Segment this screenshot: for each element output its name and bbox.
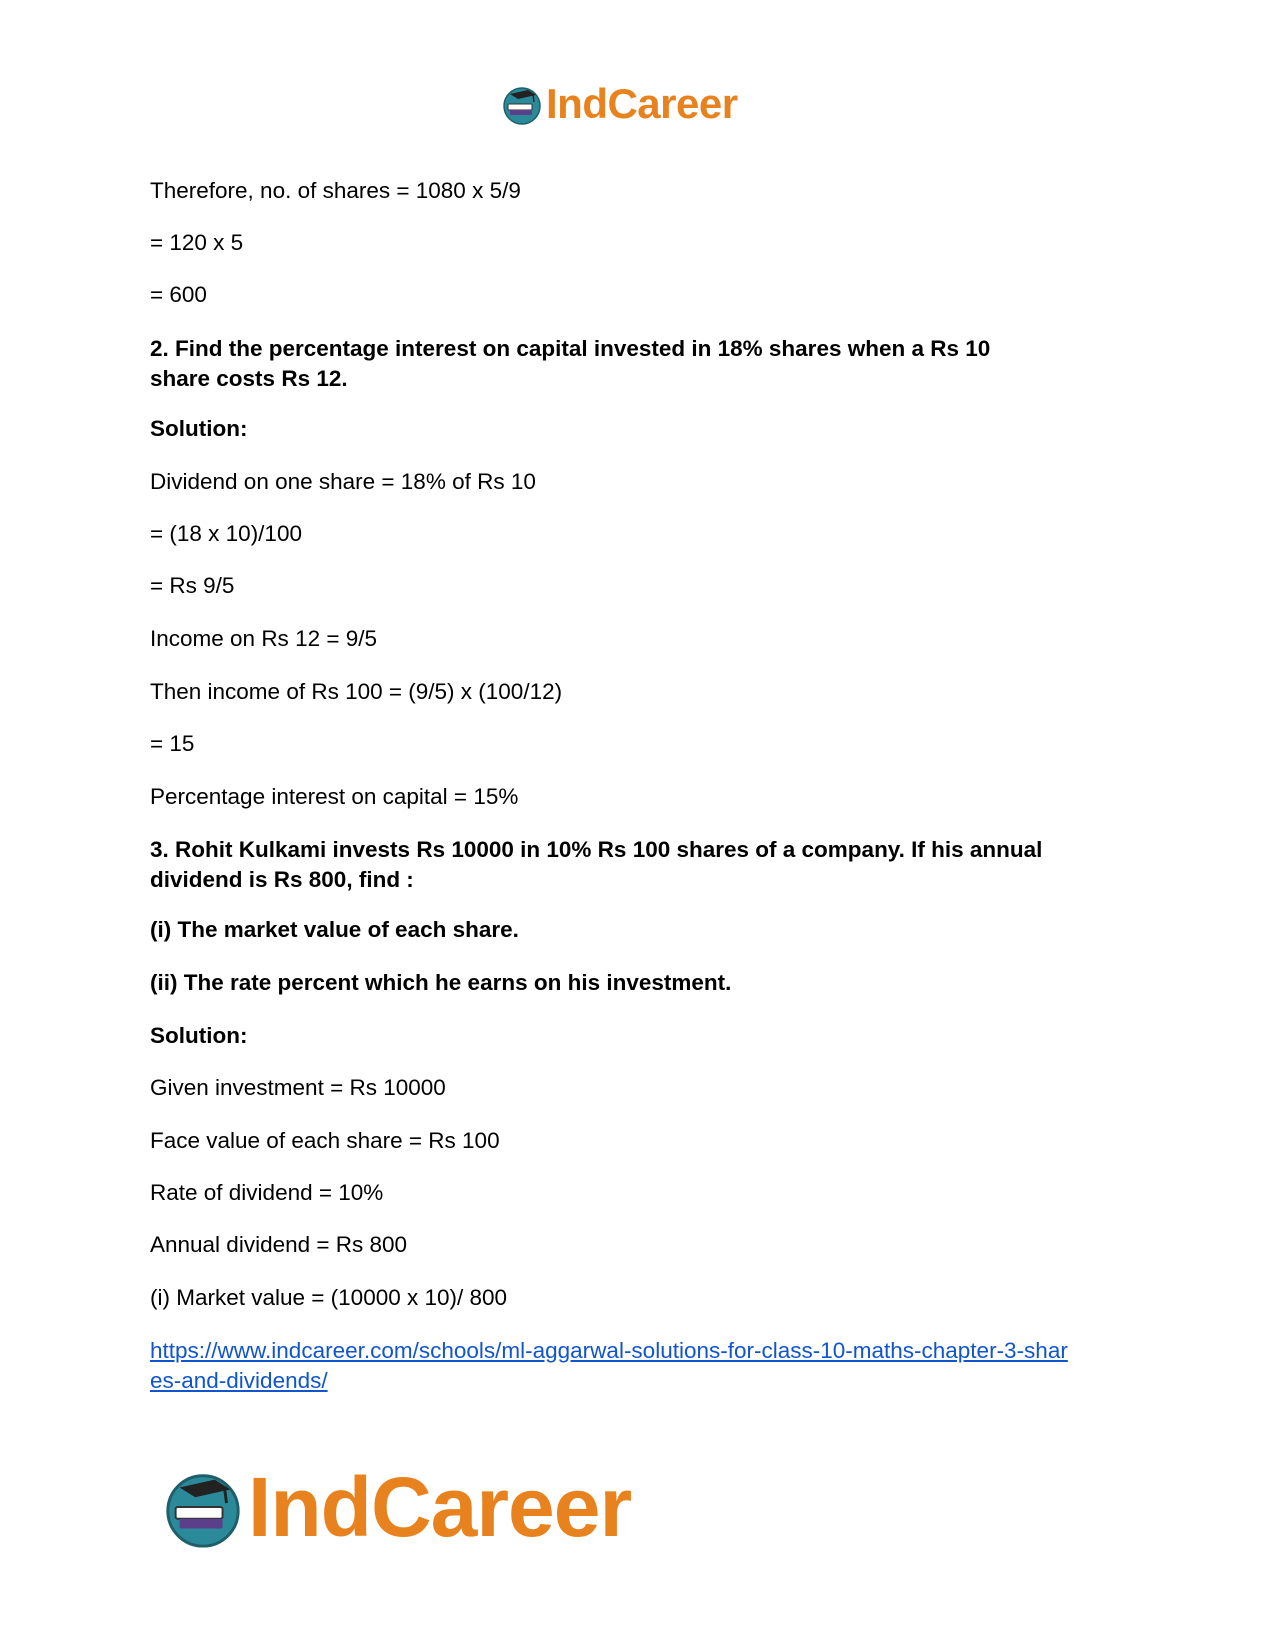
question-text: Solution:	[150, 416, 248, 441]
question-text: 2. Find the percentage interest on capital invested in 18% shares when a Rs 10 share costs Rs 12.	[150, 336, 991, 391]
solution-line: = 600	[150, 282, 207, 307]
solution-line: = (18 x 10)/100	[150, 521, 302, 546]
header-logo	[500, 80, 738, 128]
solution-line: = 15	[150, 731, 195, 756]
solution-line: Face value of each share = Rs 100	[150, 1128, 500, 1153]
solution-line: Dividend on one share = 18% of Rs 10	[150, 469, 536, 494]
source-link[interactable]: https://www.indcareer.com/schools/ml-aggarwal-solutions-for-class-10-maths-chapter-3-shares-and-dividends/	[150, 1338, 1068, 1393]
solution-line: (i) Market value = (10000 x 10)/ 800	[150, 1285, 508, 1310]
question-text: 3. Rohit Kulkami invests Rs 10000 in 10% Rs 100 shares of a company. If his annual dividend is Rs 800, find :	[150, 837, 1043, 892]
question-text: (ii) The rate percent which he earns on his investment.	[150, 970, 732, 995]
brand-wordmark: IndCareer	[248, 1460, 632, 1554]
solution-line: Therefore, no. of shares = 1080 x 5/9	[150, 178, 521, 203]
solution-line: Given investment = Rs 10000	[150, 1075, 446, 1100]
solution-line: Income on Rs 12 = 9/5	[150, 626, 378, 651]
question-text: Solution:	[150, 1023, 248, 1048]
solution-line: = Rs 9/5	[150, 573, 235, 598]
solution-line: = 120 x 5	[150, 230, 244, 255]
solution-line: Percentage interest on capital = 15%	[150, 784, 519, 809]
indcareer-globe-icon	[500, 82, 544, 126]
solution-line: Then income of Rs 100 = (9/5) x (100/12)	[150, 679, 563, 704]
indcareer-globe-icon	[160, 1464, 246, 1550]
solution-line: Annual dividend = Rs 800	[150, 1232, 408, 1257]
brand-wordmark: IndCareer	[546, 80, 738, 127]
solution-line: Rate of dividend = 10%	[150, 1180, 384, 1205]
question-text: (i) The market value of each share.	[150, 917, 519, 942]
footer-logo	[160, 1462, 631, 1552]
